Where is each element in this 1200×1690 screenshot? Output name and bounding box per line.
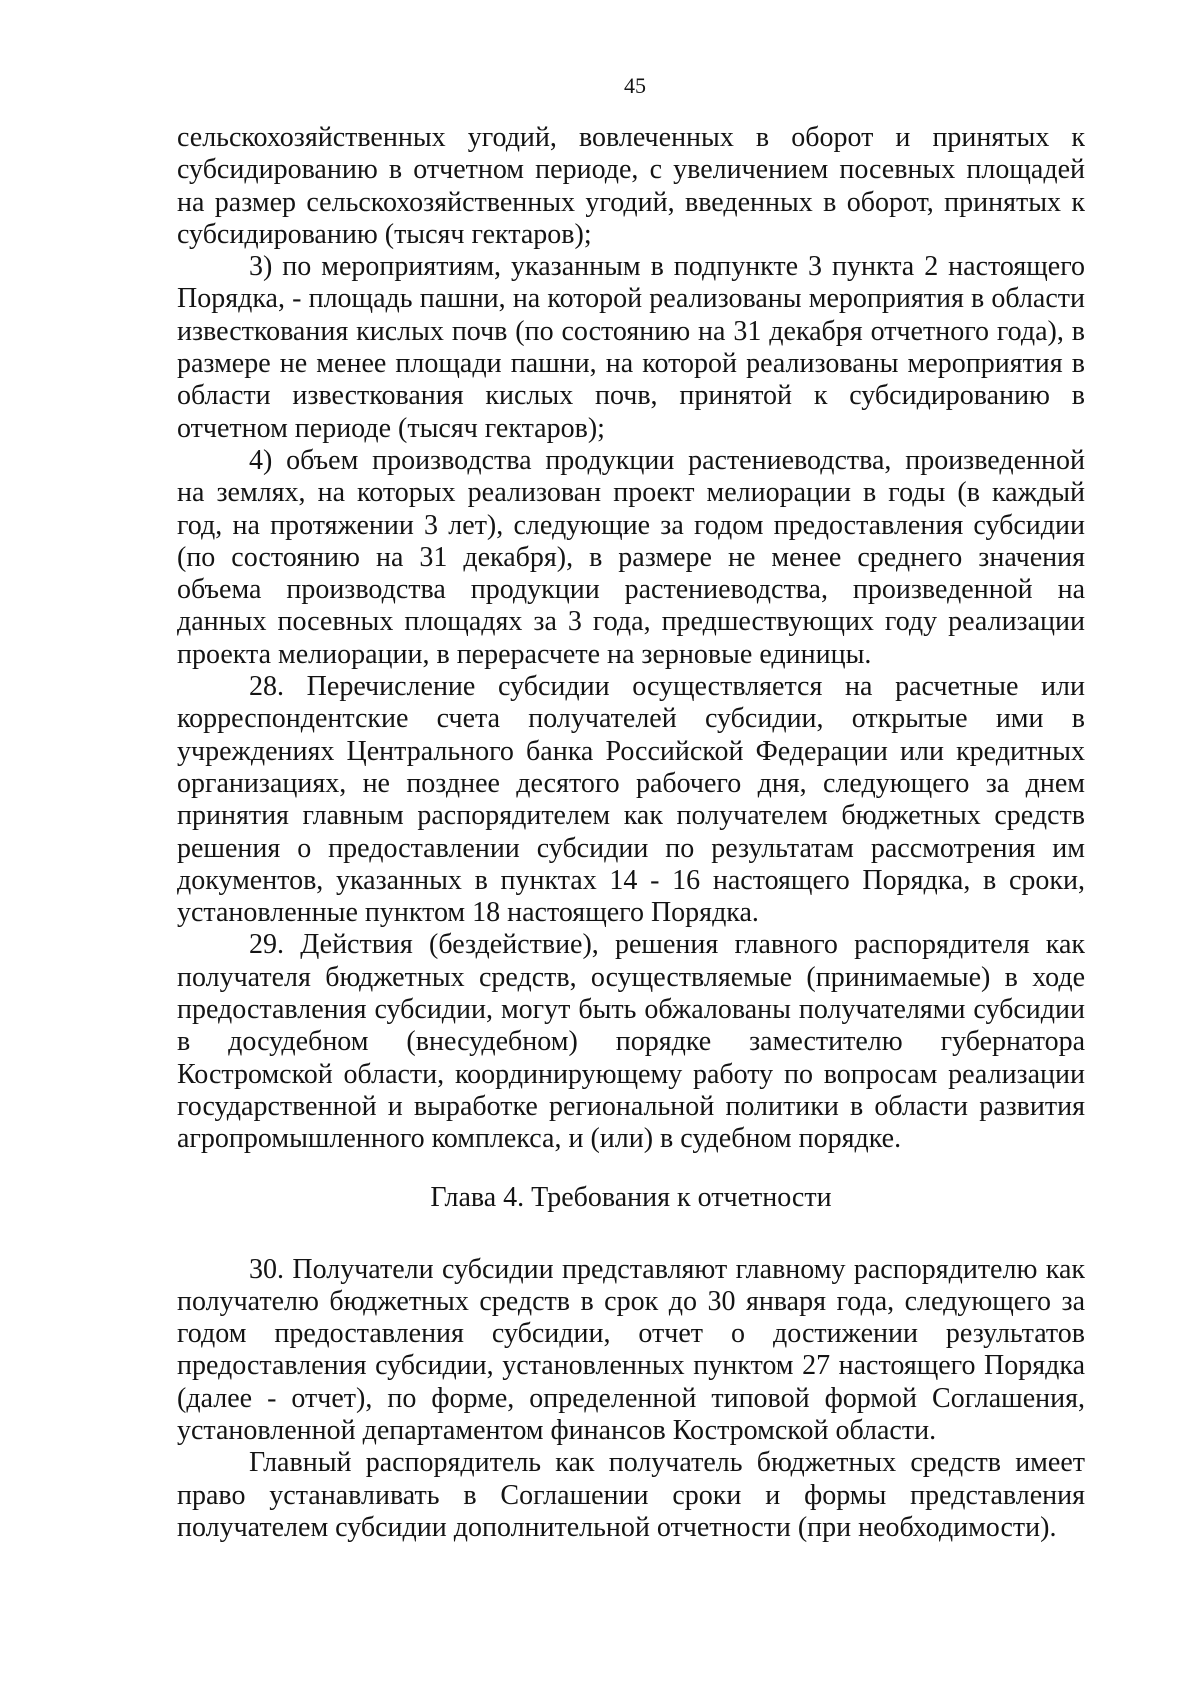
paragraph-28: 28. Перечисление субсидии осуществляется на расчетные или корреспондентские счета получателей субсидии, открытые ими в учреждениях Центрального банка Российской Федерации или кредитных организациях, не позднее десятого рабочего дня, следующего за днем принятия главным распорядителем как получателем бюджетных средств решения о предоставлении субсидии по результатам рассмотрения им документов, указанных в пунктах 14 - 16 настоящего Порядка, в сроки, установленные пунктом 18 настоящего Порядка. [177,671,1085,929]
paragraph-item-3: 3) по мероприятиям, указанным в подпункте 3 пункта 2 настоящего Порядка, - площадь пашни, на которой реализованы мероприятия в области известкования кислых почв (по состоянию на 31 декабря отчетного года), в размере не менее площади пашни, на которой реализованы мероприятия в области известкования кислых почв, принятой к субсидированию в отчетном периоде (тысяч гектаров); [177,251,1085,444]
page-number: 45 [624,73,646,98]
paragraph-continuation: сельскохозяйственных угодий, вовлеченных в оборот и принятых к субсидированию в отчетном периоде, с увеличением посевных площадей на размер сельскохозяйственных угодий, введенных в оборот, принятых к субсидированию (тысяч гектаров); [177,122,1085,250]
paragraph-additional-reporting: Главный распорядитель как получатель бюджетных средств имеет право устанавливать в Соглашении сроки и формы представления получателем субсидии дополнительной отчетности (при необходимости). [177,1447,1085,1543]
paragraph-29: 29. Действия (бездействие), решения главного распорядителя как получателя бюджетных средств, осуществляемые (принимаемые) в ходе предоставления субсидии, могут быть обжалованы получателями субсидии в досудебном (внесудебном) порядке заместителю губернатора Костромской области, координирующему работу по вопросам реализации государственной и выработке региональной политики в области развития агропромышленного комплекса, и (или) в судебном порядке. [177,929,1085,1155]
document-body [177,122,1085,1544]
paragraph-30: 30. Получатели субсидии представляют главному распорядителю как получателю бюджетных средств в срок до 30 января года, следующего за годом предоставления субсидии, отчет о достижении результатов предоставления субсидии, установленных пунктом 27 настоящего Порядка (далее - отчет), по форме, определенной типовой формой Соглашения, установленной департаментом финансов Костромской области. [177,1253,1085,1446]
paragraph-item-4: 4) объем производства продукции растениеводства, произведенной на землях, на которых реализован проект мелиорации в годы (в каждый год, на протяжении 3 лет), следующие за годом предоставления субсидии (по состоянию на 31 декабря), в размере не менее среднего значения объема производства продукции растениеводства, произведенной на данных посевных площадях за 3 года, предшествующих году реализации проекта мелиорации, в перерасчете на зерновые единицы. [177,444,1085,670]
chapter-heading: Глава 4. Требования к отчетности [430,1181,832,1213]
